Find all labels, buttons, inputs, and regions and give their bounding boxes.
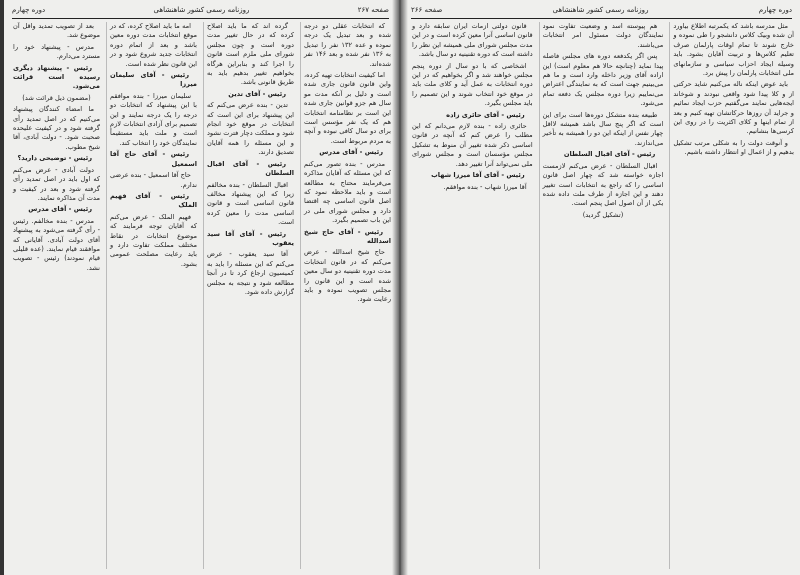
speaker-heading: رئیس - آقای سلیمان میرزا bbox=[110, 71, 197, 89]
page-header bbox=[411, 4, 792, 19]
text-columns bbox=[10, 22, 391, 569]
speaker-heading: رئیس - آقای اقبال السلطان bbox=[207, 159, 294, 178]
book-gutter bbox=[392, 0, 408, 575]
speaker-heading: رئیس - پیشنهاد دیگری رسیده است قرائت می‌شود. bbox=[13, 63, 100, 91]
paragraph: طبیعه بنده متشکل دوره‌ها است برای این است که اگر پنج سال باشد همیشه لااقل چهار نفس از اینکه این دو را همیشه به تأخیر می‌اندازند. bbox=[542, 110, 664, 147]
speaker-heading: رئیس - آقای حاج شیخ اسدالله bbox=[304, 227, 391, 245]
paragraph: فهیم الملک - عرض می‌کنم که آقایان توجه فرمایند که موضوع انتخابات در نقاط مختلف مملکت تفاوت دارد و باید رعایت مصلحت عمومی بشود. bbox=[110, 212, 197, 268]
paragraph: که انتخابات عقلی دو درجه شده و بعد تبدیل یک درجه نموده و عده ۱۳۲ نفر را تبدیل به ۱۳۶ نفر شده و بعد ۱۴۶ نفر شده‌اند. bbox=[304, 22, 391, 68]
paragraph: پس اگر یکدفعه دوره های مجلس فاصله پیدا نماید (چنانچه حالا هم معلوم است) این اراده آقای وزیر داخله وارد است و ما هم می‌بینیم جهت است که به نمایندگی اعتراض می‌نماییم زیرا دوره مجلس یک دفعه تمام می‌شود. bbox=[542, 52, 664, 108]
text-column bbox=[106, 22, 197, 569]
paragraph: سلیمان میرزا - بنده موافقم با این پیشنهاد که انتخابات دو درجه را یک درجه نمایند و این تصمیم برای آزادی انتخابات لازم است و ملت باید مستقیماً نمایندگان خود را انتخاب کند. bbox=[110, 91, 197, 147]
page-header bbox=[12, 4, 389, 19]
speaker-heading: رئیس - آقای حائری زاده bbox=[446, 110, 525, 119]
newspaper-title: روزنامه رسمی کشور شاهنشاهی bbox=[153, 6, 250, 14]
speaker-heading: رئیس - آقای اقبال السلطان bbox=[563, 150, 656, 159]
paragraph: گرده اند که ما باید اصلاح کرده که در حال تغییر مدت دوره است و چون مجلس شورای ملی ملزم است قانون را اجرا کند و بنابراین هرگاه بخواهیم تغییر بدهیم باید به طریق قانونی باشد. bbox=[207, 22, 294, 87]
paragraph: (مضمون ذیل قرائت شد) bbox=[22, 93, 91, 102]
paragraph: حاج آقا اسمعیل - بنده عرضی ندارم. bbox=[110, 171, 197, 189]
paragraph: مدرس - بنده مخالفم. رئیس - رأی گرفته می‌شود به پیشنهاد آقای دولت آبادی. آقایانی که موافقند قیام نمایند. (عده قلیلی قیام نمودند) رئیس - تصویب نشد. bbox=[13, 216, 100, 272]
paragraph: امه ما باید اصلاح کرده، که در موقع انتخابات مدت دوره معین باشد و بعد از اتمام دوره انتخابات جدید شروع شود و در این قانون نظر شده است. bbox=[110, 22, 197, 68]
page-number: صفحه ۲۶۷ bbox=[357, 6, 389, 14]
paragraph: تدین - بنده عرض می‌کنم که این پیشنهاد برای این است که انتخابات در موقع خود انجام شود و مملکت دچار فترت نشود و این مسئله را همه آقایان تصدیق دارند. bbox=[207, 101, 294, 157]
left-page bbox=[0, 0, 397, 575]
paragraph: اشخاصی که با دو سال از دوره پنجم مجلس خواهند شد و اگر بخواهیم که در این دوره انتخابات به عمل آید و کلای ملت باید در موقع خود انتخاب شوند و این تصمیم را باید مجلس بگیرد. bbox=[411, 61, 533, 108]
right-page bbox=[403, 0, 800, 575]
paragraph: و آنوقت دولت را به شکلی مرتب تشکیل بدهیم و از اعمال او انتظار داشته باشیم. bbox=[673, 138, 794, 157]
paragraph: اما کیفیت انتخابات تهیه کرده، واین قانون قانون جاری شده است و دلیل بر آنکه مدت مو سال هم جزو قوانین جاری شده این است بر نظامنامه انتخابات هم که یک نفر مؤسس است برای دو سال کافی نبوده و آنچه به مردم مربوط است. bbox=[304, 71, 391, 145]
paragraph: آقا میرزا شهاب - بنده موافقم. bbox=[443, 182, 527, 191]
speaker-heading: رئیس - آقای آقا میرزا شهاب bbox=[431, 171, 525, 180]
paragraph: حائری زاده - بنده لازم می‌دانم که این مطلب را عرض کنم که آنچه در قانون اساسی ذکر شده تغییر آن منوط به تشکیل مجلس مؤسسان است و مجلس شورای ملی نمی‌تواند آنرا تغییر دهد. bbox=[411, 122, 533, 168]
paragraph: اقبال السلطان - عرض می‌کنم لازمست اجازه خواسته شد که چهار اصل قانون اساسی را که راجع به انتخابات است تغییر دهند و این اجازه از طرف ملت داده شده یکی از آن اصول اصل پنجم است. bbox=[542, 161, 664, 208]
text-columns bbox=[409, 22, 794, 569]
text-column bbox=[203, 22, 294, 569]
speaker-heading: رئیس - آقای آقا سید یعقوب bbox=[207, 229, 294, 247]
speaker-heading: رئیس - آقای فهیم الملک bbox=[110, 191, 197, 210]
speaker-heading: رئیس - توضیحی دارید؟ bbox=[17, 154, 92, 163]
paragraph: آقا سید یعقوب - عرض می‌کنم که این مسئله را باید به کمیسیون ارجاع کرد تا در آنجا مطالعه شود و نتیجه به مجلس گزارش داده شود. bbox=[207, 250, 294, 296]
paragraph: ما امضاء کنندگان پیشنهاد می‌کنیم که در اصل تمدید رأی گرفته شود و در کیفیت علیحده صحبت شود. - دولت آبادی، آقا شیخ مطوب. bbox=[13, 105, 100, 151]
paragraph: قانون دولتی ازمات ایران سابقه دارد و قانون اساسی آنرا معین کرده است و در این مدت مجلس شورای ملی همیشه این نظر را داشته است که دوره تقنینیه دو سال باشد. bbox=[411, 22, 533, 59]
paragraph: بعد از تصویب تمدید واقل آن موضوع شد. bbox=[13, 22, 100, 40]
paragraph: هم پیوسته اسد و وضعیت تفاوت نمود نمایندگان دولت مسئول امر انتخابات می‌باشند. bbox=[542, 22, 664, 49]
paragraph: باید عوض اینکه ناله می‌کنیم شاید حرکتی از و کلا پیدا شود واقعی نبودند و شوخاند ایجه‌هایی نمایند می‌گفتیم حزب ایجاد نمائیم و جراید آن روزها حرکاتشان تهیه کنیم و بعد از تمام اینها و کلای اکثریت را در روی این کرسی‌ها بنشانیم. bbox=[673, 80, 794, 136]
session-label: دوره چهارم bbox=[12, 6, 46, 14]
paragraph: مدرس - پیشنهاد خود را مسترد می‌دارم. bbox=[13, 42, 100, 61]
page-number: صفحه ۲۶۶ bbox=[411, 6, 443, 14]
text-column bbox=[409, 22, 533, 569]
paragraph: حاج شیخ اسدالله - عرض می‌کنم که در قانون انتخابات مدت دوره تقنینیه دو سال معین شده است و این قانون را مجلس تصویب نموده و باید رعایت شود. bbox=[304, 248, 391, 304]
session-label: دوره چهارم bbox=[758, 6, 792, 14]
paragraph: مدرس - بنده تصور می‌کنم که این مسئله که آقایان مذاکره می‌فرمایند محتاج به مطالعه است و باید ملاحظه نمود که اصل قانون اساسی چه اقتضا دارد و مجلس شورای ملی در این باب تصمیم بگیرد. bbox=[304, 159, 391, 225]
text-column bbox=[10, 22, 100, 569]
paragraph: دولت آبادی - عرض می‌کنم که اول باید در اصل تمدید رأی گرفته شود و بعد در کیفیت و مدت آن مذاکره نمایند. bbox=[13, 165, 100, 202]
newspaper-title: روزنامه رسمی کشور شاهنشاهی bbox=[552, 6, 649, 14]
speaker-heading: رئیس - آقای مدرس bbox=[319, 148, 383, 157]
text-column bbox=[300, 22, 391, 569]
speaker-heading: رئیس - آقای حاج آقا اسمعیل bbox=[110, 150, 197, 168]
text-column bbox=[539, 22, 664, 569]
paragraph: (تشکیل گردید) bbox=[582, 210, 624, 219]
paragraph: مثل مدرسه باشد که یکمرتبه اطلاع بیاورد آن شده وبیک کلاس دانشجو را طی نموده و خارج شوند تا تمام اوقات پارلمان صرف تعلیم کلاس‌ها و تربیت آقایان بشود. باید وسیله ایجاد احزاب سیاسی و سازمانهای ملی انتخابات پارلمان را پیش برد. bbox=[673, 22, 794, 78]
text-column bbox=[669, 22, 794, 569]
paragraph: اقبال السلطان - بنده مخالفم زیرا که این پیشنهاد مخالف قانون اساسی است و قانون اساسی مدت را معین کرده است. bbox=[207, 180, 294, 227]
speaker-heading: رئیس - آقای تدین bbox=[228, 89, 286, 98]
speaker-heading: رئیس - آقای مدرس bbox=[28, 205, 92, 214]
